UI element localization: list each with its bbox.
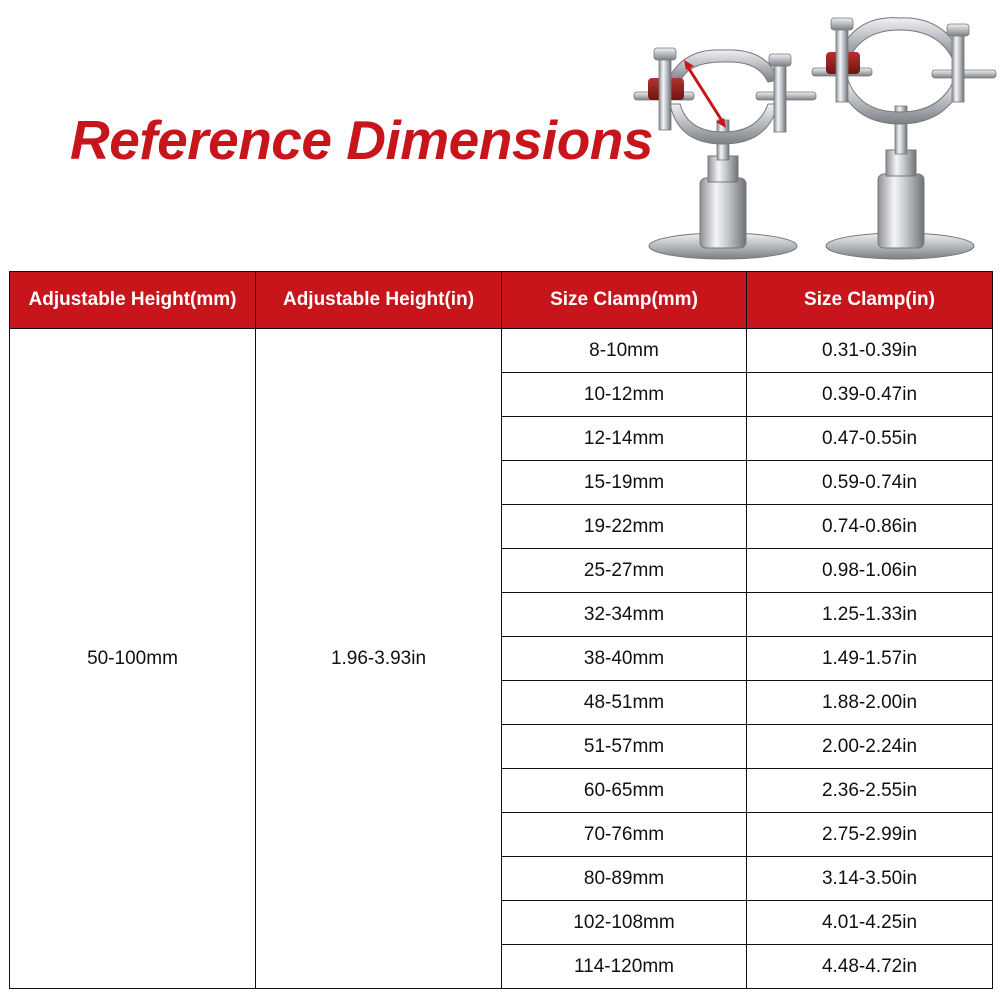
size-clamp-in-cell: 2.00-2.24in <box>747 725 993 769</box>
size-clamp-mm-cell: 15-19mm <box>502 461 747 505</box>
size-clamp-in-cell: 1.49-1.57in <box>747 637 993 681</box>
header-size-clamp-mm: Size Clamp(mm) <box>502 272 747 329</box>
size-clamp-mm-cell: 51-57mm <box>502 725 747 769</box>
size-clamp-mm-cell: 25-27mm <box>502 549 747 593</box>
size-clamp-in-cell: 1.25-1.33in <box>747 593 993 637</box>
size-clamp-in-cell: 2.75-2.99in <box>747 813 993 857</box>
header-size-clamp-in: Size Clamp(in) <box>747 272 993 329</box>
size-clamp-mm-cell: 12-14mm <box>502 417 747 461</box>
size-clamp-in-cell: 0.39-0.47in <box>747 373 993 417</box>
header-adjustable-height-mm: Adjustable Height(mm) <box>10 272 256 329</box>
size-clamp-mm-cell: 10-12mm <box>502 373 747 417</box>
page-title: Reference Dimensions <box>70 109 653 171</box>
size-clamp-mm-cell: 48-51mm <box>502 681 747 725</box>
size-clamp-in-cell: 4.48-4.72in <box>747 945 993 989</box>
size-clamp-in-cell: 3.14-3.50in <box>747 857 993 901</box>
size-clamp-in-cell: 0.47-0.55in <box>747 417 993 461</box>
clamp-right <box>812 18 996 259</box>
reference-dimensions-table <box>9 271 993 989</box>
size-clamp-in-cell: 0.74-0.86in <box>747 505 993 549</box>
size-clamp-mm-cell: 19-22mm <box>502 505 747 549</box>
size-clamp-in-cell: 0.98-1.06in <box>747 549 993 593</box>
size-clamp-mm-cell: 32-34mm <box>502 593 747 637</box>
size-clamp-in-cell: 1.88-2.00in <box>747 681 993 725</box>
adjustable-pipe-clamp-support-image <box>628 8 1000 266</box>
adjustable-height-in-cell: 1.96-3.93in <box>256 329 502 989</box>
size-clamp-mm-cell: 80-89mm <box>502 857 747 901</box>
table-header-row <box>10 272 993 329</box>
size-clamp-mm-cell: 38-40mm <box>502 637 747 681</box>
size-clamp-in-cell: 0.31-0.39in <box>747 329 993 373</box>
adjustable-height-mm-cell: 50-100mm <box>10 329 256 989</box>
size-clamp-mm-cell: 60-65mm <box>502 769 747 813</box>
size-clamp-mm-cell: 8-10mm <box>502 329 747 373</box>
header-adjustable-height-in: Adjustable Height(in) <box>256 272 502 329</box>
size-clamp-mm-cell: 102-108mm <box>502 901 747 945</box>
size-clamp-in-cell: 2.36-2.55in <box>747 769 993 813</box>
size-clamp-in-cell: 0.59-0.74in <box>747 461 993 505</box>
table-row <box>10 329 993 373</box>
size-clamp-mm-cell: 114-120mm <box>502 945 747 989</box>
size-clamp-in-cell: 4.01-4.25in <box>747 901 993 945</box>
clamp-left <box>634 48 816 259</box>
size-clamp-mm-cell: 70-76mm <box>502 813 747 857</box>
